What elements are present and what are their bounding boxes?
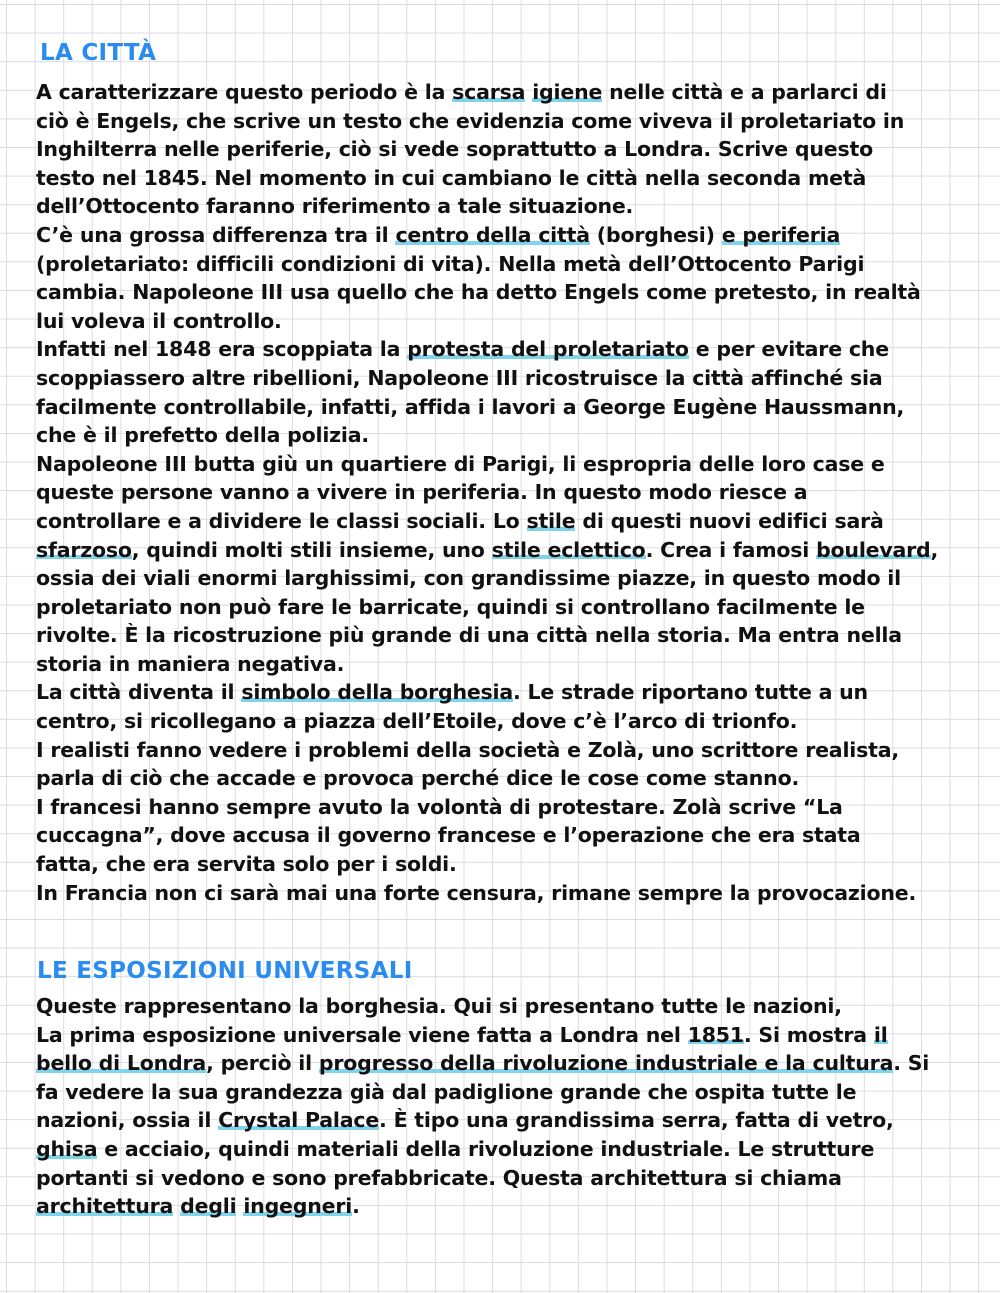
text-line [36, 650, 938, 679]
text-line [36, 135, 938, 164]
text-line [36, 1164, 929, 1193]
text-segment: . Si mostra [743, 1022, 874, 1047]
highlighted-text: stile [526, 508, 576, 533]
text-segment: parla di ciò che accade e provoca perché dice le cose come stanno. [36, 766, 800, 791]
highlighted-text: architettura [36, 1194, 174, 1219]
highlighted-text: centro della città [395, 222, 590, 247]
highlighted-text: e periferia [721, 222, 841, 247]
text-segment: ossia dei viali enormi larghissimi, con grandissime piazze, in questo modo il [36, 566, 901, 591]
text-segment: A caratterizzare questo periodo è la [36, 80, 453, 104]
highlighted-text: boulevard [816, 537, 931, 562]
text-line [36, 564, 938, 593]
text-segment: . [352, 1194, 360, 1219]
text-segment: . Le strade riportano tutte a un [513, 680, 868, 705]
highlighted-text: simbolo della borghesia [241, 680, 514, 705]
section-heading-esposizioni-universali: LE ESPOSIZIONI UNIVERSALI [37, 958, 413, 984]
text-segment: centro, si ricollegano a piazza dell’Etoile, dove c’è l’arco di trionfo. [36, 709, 798, 734]
text-segment: La città diventa il [36, 680, 242, 705]
highlighted-text: bello di Londra [36, 1051, 207, 1076]
text-line [36, 278, 938, 307]
text-line [36, 393, 938, 422]
section-body-esposizioni-universali [36, 992, 929, 1221]
text-segment: proletariato non può fare le barricate, quindi si controllano facilmente le [36, 594, 865, 619]
text-segment: e acciaio, quindi materiali della rivoluzione industriale. Le strutture [97, 1136, 875, 1161]
text-line [36, 593, 938, 622]
text-line [36, 764, 938, 793]
text-segment: La prima esposizione universale viene fatta a Londra nel [36, 1022, 688, 1047]
text-segment: portanti si vedono e sono prefabbricate. Questa architettura si chiama [36, 1165, 842, 1190]
text-segment: , perciò il [206, 1051, 319, 1076]
text-segment: I realisti fanno vedere i problemi della società e Zolà, uno scrittore realista, [36, 737, 899, 762]
text-line [36, 850, 938, 879]
text-segment: e per evitare che [688, 337, 889, 362]
text-line [36, 450, 938, 479]
text-segment: (proletariato: difficili condizioni di vita). Nella metà dell’Ottocento Parigi [36, 251, 865, 276]
text-line [36, 1135, 929, 1164]
text-segment: facilmente controllabile, infatti, affida i lavori a George Eugène Haussmann, [36, 394, 905, 419]
highlighted-text: il [873, 1022, 888, 1047]
text-segment: I francesi hanno sempre avuto la volontà di protestare. Zolà scrive “La [36, 794, 843, 819]
text-line [36, 335, 938, 364]
text-segment: dell’Ottocento faranno riferimento a tale situazione. [36, 194, 634, 219]
text-segment: Queste rappresentano la borghesia. Qui si presentano tutte le nazioni, [36, 994, 842, 1018]
text-line [36, 364, 938, 393]
text-line [36, 250, 938, 279]
text-segment: . È tipo una grandissima serra, fatta di vetro, [379, 1108, 894, 1133]
text-line [36, 793, 938, 822]
text-segment: nelle città e a parlarci di [602, 80, 887, 104]
highlighted-text: igiene [532, 80, 603, 104]
text-line [36, 1021, 929, 1050]
highlighted-text: progresso della rivoluzione industriale e la cultura [318, 1051, 894, 1076]
text-line [36, 1078, 929, 1107]
text-segment: cuccagna”, dove accusa il governo francese e l’operazione che era stata [36, 823, 861, 848]
text-segment: di questi nuovi edifici sarà [575, 508, 884, 533]
text-segment: , quindi molti stili insieme, uno [131, 537, 492, 562]
highlighted-text: ghisa [36, 1136, 98, 1161]
text-line [36, 78, 938, 107]
highlighted-text: Crystal Palace [218, 1108, 380, 1133]
text-line [36, 992, 929, 1021]
text-segment: . Crea i famosi [645, 537, 817, 562]
text-segment: (borghesi) [589, 222, 722, 247]
highlighted-text: degli [180, 1194, 237, 1219]
text-line [36, 107, 938, 136]
text-segment: , [930, 537, 939, 562]
highlighted-text: stile eclettico [491, 537, 646, 562]
text-segment: testo nel 1845. Nel momento in cui cambiano le città nella seconda metà [36, 165, 867, 190]
text-line [36, 821, 938, 850]
text-line [36, 478, 938, 507]
text-segment: nazioni, ossia il [36, 1108, 219, 1133]
text-line [36, 307, 938, 336]
text-segment: . Si [893, 1051, 930, 1076]
text-segment: Infatti nel 1848 era scoppiata la [36, 337, 408, 362]
text-line [36, 1049, 929, 1078]
text-line [36, 1106, 929, 1135]
text-segment: fa vedere la sua grandezza già dal padiglione grande che ospita tutte le [36, 1079, 857, 1104]
text-line [36, 221, 938, 250]
section-body-la-citta [36, 78, 938, 907]
highlighted-text: ingegneri [243, 1194, 353, 1219]
text-line [36, 1192, 929, 1221]
text-line [36, 621, 938, 650]
text-line [36, 192, 938, 221]
text-segment: cambia. Napoleone III usa quello che ha detto Engels come pretesto, in realtà [36, 280, 921, 305]
text-segment: controllare e a dividere le classi sociali. Lo [36, 508, 527, 533]
highlighted-text: 1851 [687, 1022, 744, 1047]
text-segment: C’è una grossa differenza tra il [36, 222, 396, 247]
text-segment: rivolte. È la ricostruzione più grande di una città nella storia. Ma entra nella [36, 623, 902, 648]
text-line [36, 536, 938, 565]
text-line [36, 678, 938, 707]
text-segment: Napoleone III butta giù un quartiere di Parigi, li espropria delle loro case e [36, 451, 885, 476]
text-line [36, 736, 938, 765]
text-segment: Inghilterra nelle periferie, ciò si vede soprattutto a Londra. Scrive questo [36, 137, 873, 162]
text-segment: lui voleva il controllo. [36, 308, 282, 333]
text-line [36, 879, 938, 908]
text-segment: storia in maniera negativa. [36, 651, 345, 676]
text-line [36, 507, 938, 536]
text-segment: scoppiassero altre ribellioni, Napoleone III ricostruisce la città affinché sia [36, 365, 883, 390]
text-line [36, 164, 938, 193]
text-line [36, 421, 938, 450]
highlighted-text: sfarzoso [36, 537, 132, 562]
text-line [36, 707, 938, 736]
text-segment: ciò è Engels, che scrive un testo che evidenzia come viveva il proletariato in [36, 108, 905, 133]
text-segment: fatta, che era servita solo per i soldi. [36, 852, 457, 877]
section-heading-la-citta: LA CITTÀ [40, 40, 157, 66]
highlighted-text: protesta del proletariato [407, 337, 689, 362]
text-segment: In Francia non ci sarà mai una forte censura, rimane sempre la provocazione. [36, 880, 917, 905]
highlighted-text: scarsa [452, 80, 526, 104]
text-segment: che è il prefetto della polizia. [36, 423, 369, 448]
text-segment: queste persone vanno a vivere in periferia. In questo modo riesce a [36, 480, 808, 505]
